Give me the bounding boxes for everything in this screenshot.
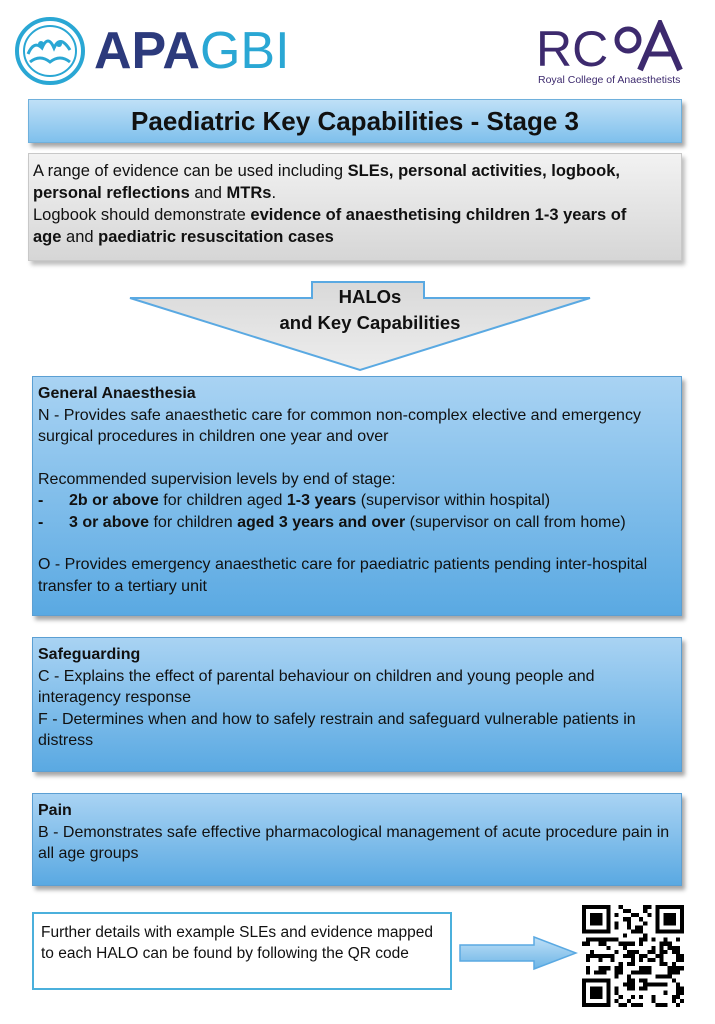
pain-heading: Pain xyxy=(38,802,72,819)
evidence-line1-bold: SLEs, personal activities, logbook, xyxy=(347,162,620,180)
halo-b-text: B - Demonstrates safe effective pharmacological management of acute procedure pain in all age groups xyxy=(38,823,670,862)
evidence-line2-mid: and xyxy=(189,184,227,202)
general-anaesthesia-box xyxy=(32,376,682,616)
arrow-right-icon xyxy=(458,935,578,971)
apagbi-wordmark-apa: APA xyxy=(94,22,200,80)
qr-code-icon[interactable] xyxy=(582,905,684,1007)
halo-c-text: C - Explains the effect of parental behaviour on children and young people and interagency response xyxy=(38,667,595,706)
b1-mid: for children aged xyxy=(158,492,287,509)
evidence-line4-mid: and xyxy=(61,228,99,246)
evidence-line3-text: Logbook should demonstrate xyxy=(33,206,251,224)
svg-text:RC: RC xyxy=(536,21,609,72)
evidence-line2-bold: personal reflections xyxy=(33,184,190,202)
supervision-bullet-1 xyxy=(38,490,673,512)
halos-label xyxy=(220,284,520,336)
page-title: Paediatric Key Capabilities - Stage 3 xyxy=(131,105,579,136)
apagbi-wordmark-gbi: GBI xyxy=(199,22,290,80)
title-banner xyxy=(28,99,682,143)
rcoa-logo xyxy=(536,20,696,90)
halos-label-line1: HALOs xyxy=(338,286,402,307)
evidence-line3-bold: evidence of anaesthetising children 1-3 years of xyxy=(250,206,627,224)
b1-bold: 2b or above xyxy=(69,492,159,509)
supervision-bullet-2-text xyxy=(69,512,626,534)
halo-f-text: F - Determines when and how to safely restrain and safeguard vulnerable patients in distress xyxy=(38,710,636,749)
supervision-bullet-1-text xyxy=(69,490,550,512)
general-anaesthesia-heading: General Anaesthesia xyxy=(38,385,196,402)
bullet-dash: - xyxy=(38,492,44,509)
halos-label-line2: and Key Capabilities xyxy=(279,312,461,333)
evidence-line1-text: A range of evidence can be used including xyxy=(33,162,348,180)
b2-bold2: aged 3 years and over xyxy=(237,513,406,531)
evidence-line2-end: . xyxy=(271,184,277,202)
apagbi-emblem-icon xyxy=(14,16,86,86)
b2-mid: for children xyxy=(149,513,238,531)
rcoa-subtitle: Royal College of Anaesthetists xyxy=(538,74,681,86)
evidence-line4-bold: age xyxy=(33,228,62,246)
b1-bold2: 1-3 years xyxy=(286,492,357,509)
rcoa-mark xyxy=(536,20,686,72)
evidence-text xyxy=(33,160,675,248)
b2-bold: 3 or above xyxy=(69,513,150,531)
apagbi-wordmark xyxy=(94,22,290,80)
b1-end: (supervisor within hospital) xyxy=(356,492,551,509)
further-details-box: Further details with example SLEs and evidence mapped to each HALO can be found by following the QR code xyxy=(32,912,452,990)
apagbi-logo xyxy=(14,16,290,86)
evidence-line2-bold2: MTRs xyxy=(226,184,272,202)
halo-o-text: O - Provides emergency anaesthetic care for paediatric patients pending inter-hospital transfer to a tertiary unit xyxy=(38,556,648,595)
bullet-dash: - xyxy=(38,513,44,531)
safeguarding-heading: Safeguarding xyxy=(38,646,141,663)
safeguarding-box xyxy=(32,637,682,772)
halo-n-text: N - Provides safe anaesthetic care for common non-complex elective and emergency surgical procedures in children one year and over xyxy=(38,406,641,445)
pain-box xyxy=(32,793,682,886)
supervision-bullet-2 xyxy=(38,512,673,534)
b2-end: (supervisor on call from home) xyxy=(405,513,626,531)
supervision-intro: Recommended supervision levels by end of stage: xyxy=(38,470,396,488)
evidence-box xyxy=(28,153,682,261)
evidence-line4-bold2: paediatric resuscitation cases xyxy=(98,228,334,246)
